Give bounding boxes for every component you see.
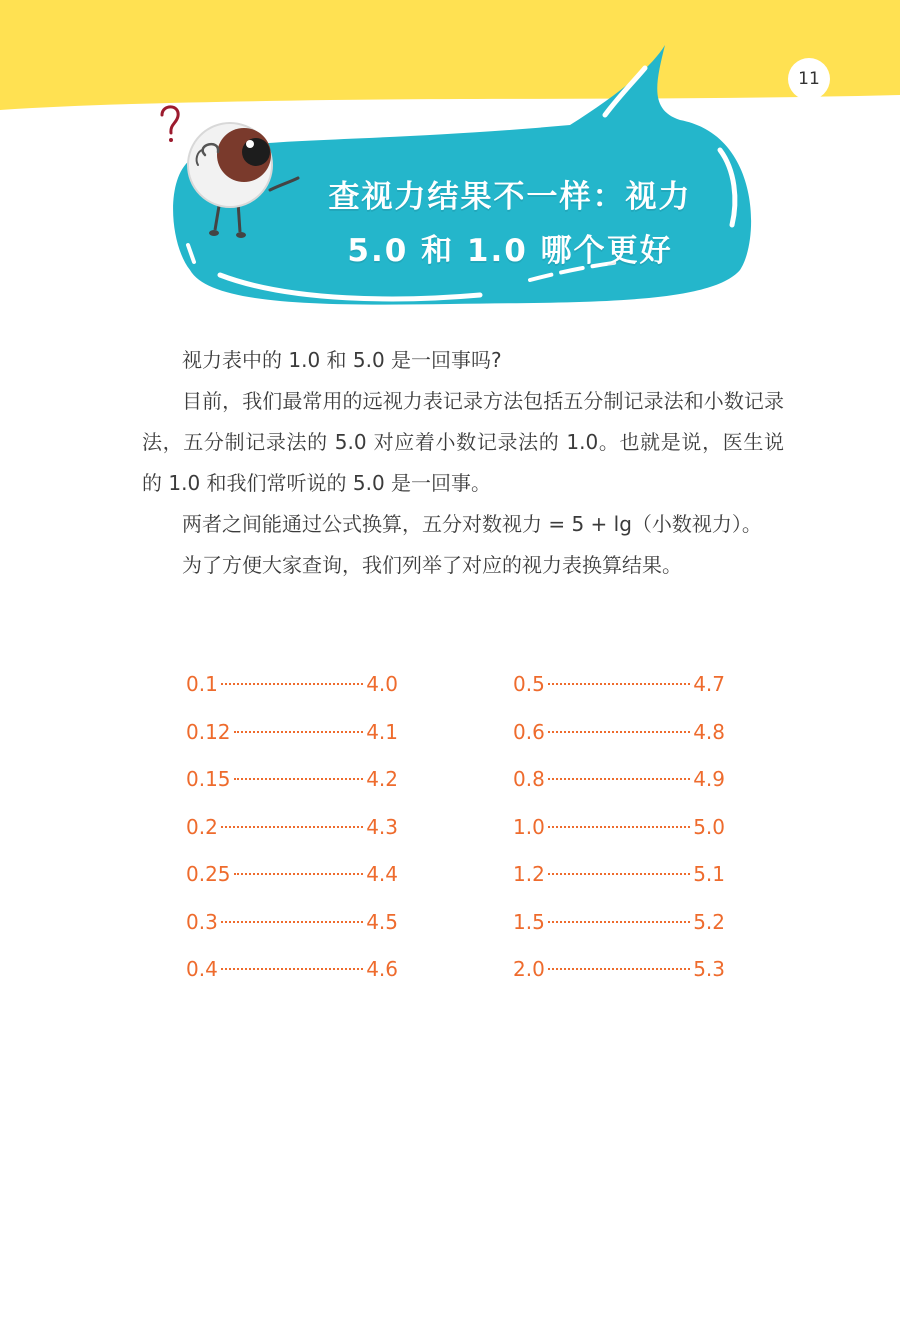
question-mark-icon: [162, 107, 178, 142]
dotted-leader: [234, 778, 364, 780]
conversion-column-right: [513, 672, 725, 1005]
five-point-value: 4.8: [693, 719, 725, 744]
decimal-value: 0.3: [186, 909, 218, 934]
paragraph: 为了方便大家查询，我们列举了对应的视力表换算结果。: [182, 553, 682, 577]
conversion-row: [513, 910, 725, 958]
five-point-value: 4.1: [366, 719, 398, 744]
five-point-value: 5.3: [693, 957, 725, 981]
title-line-2: 5.0 和 1.0 哪个更好: [347, 233, 673, 269]
five-point-value: 5.0: [693, 814, 725, 839]
decimal-value: 1.0: [513, 814, 545, 839]
decimal-value: 0.4: [186, 957, 218, 981]
conversion-row: [186, 910, 398, 958]
five-point-value: 4.9: [693, 767, 725, 791]
dotted-leader: [234, 731, 364, 733]
dotted-leader: [548, 731, 690, 733]
five-point-value: 5.1: [693, 862, 725, 886]
paragraph: 目前，我们最常用的远视力表记录方法包括五分制记录法和小数记录法，五分制记录法的 5.0 对应着小数记录法的 1.0。也就是说，医生说的 1.0 和我们常听说的 5.0 是一回事。: [142, 389, 784, 495]
body-text: [142, 340, 784, 586]
paragraph: 视力表中的 1.0 和 5.0 是一回事吗?: [182, 348, 502, 372]
dotted-leader: [221, 968, 363, 970]
decimal-value: 0.12: [186, 719, 231, 744]
conversion-row: [186, 767, 398, 815]
conversion-row: [513, 720, 725, 768]
five-point-value: 4.6: [366, 957, 398, 981]
five-point-value: 4.3: [366, 814, 398, 839]
five-point-value: 5.2: [693, 909, 725, 934]
five-point-value: 4.0: [366, 672, 398, 696]
conversion-row: [186, 720, 398, 768]
dotted-leader: [221, 683, 363, 685]
dotted-leader: [548, 873, 690, 875]
conversion-row: [186, 672, 398, 720]
decimal-value: 0.25: [186, 862, 231, 886]
conversion-row: [513, 815, 725, 863]
conversion-column-left: [186, 672, 398, 1005]
decimal-value: 0.15: [186, 767, 231, 791]
page-number: 11: [788, 58, 830, 100]
conversion-row: [513, 862, 725, 910]
conversion-row: [186, 957, 398, 1005]
page-title: [290, 170, 730, 278]
five-point-value: 4.2: [366, 767, 398, 791]
conversion-row: [186, 862, 398, 910]
dotted-leader: [548, 826, 690, 828]
dotted-leader: [548, 778, 690, 780]
decimal-value: 1.5: [513, 909, 545, 934]
decimal-value: 0.6: [513, 719, 545, 744]
dotted-leader: [234, 873, 364, 875]
dotted-leader: [548, 921, 690, 923]
decimal-value: 0.2: [186, 814, 218, 839]
dotted-leader: [548, 968, 690, 970]
conversion-row: [186, 815, 398, 863]
conversion-row: [513, 957, 725, 1005]
dotted-leader: [548, 683, 690, 685]
title-line-1: 查视力结果不一样：视力: [328, 179, 692, 215]
five-point-value: 4.4: [366, 862, 398, 886]
decimal-value: 0.8: [513, 767, 545, 791]
decimal-value: 1.2: [513, 862, 545, 886]
conversion-row: [513, 767, 725, 815]
five-point-value: 4.5: [366, 909, 398, 934]
dotted-leader: [221, 826, 363, 828]
decimal-value: 2.0: [513, 957, 545, 981]
paragraph: 两者之间能通过公式换算，五分对数视力 = 5 + lg（小数视力）。: [182, 512, 762, 536]
decimal-value: 0.1: [186, 672, 218, 696]
conversion-row: [513, 672, 725, 720]
five-point-value: 4.7: [693, 672, 725, 696]
decimal-value: 0.5: [513, 672, 545, 696]
dotted-leader: [221, 921, 363, 923]
